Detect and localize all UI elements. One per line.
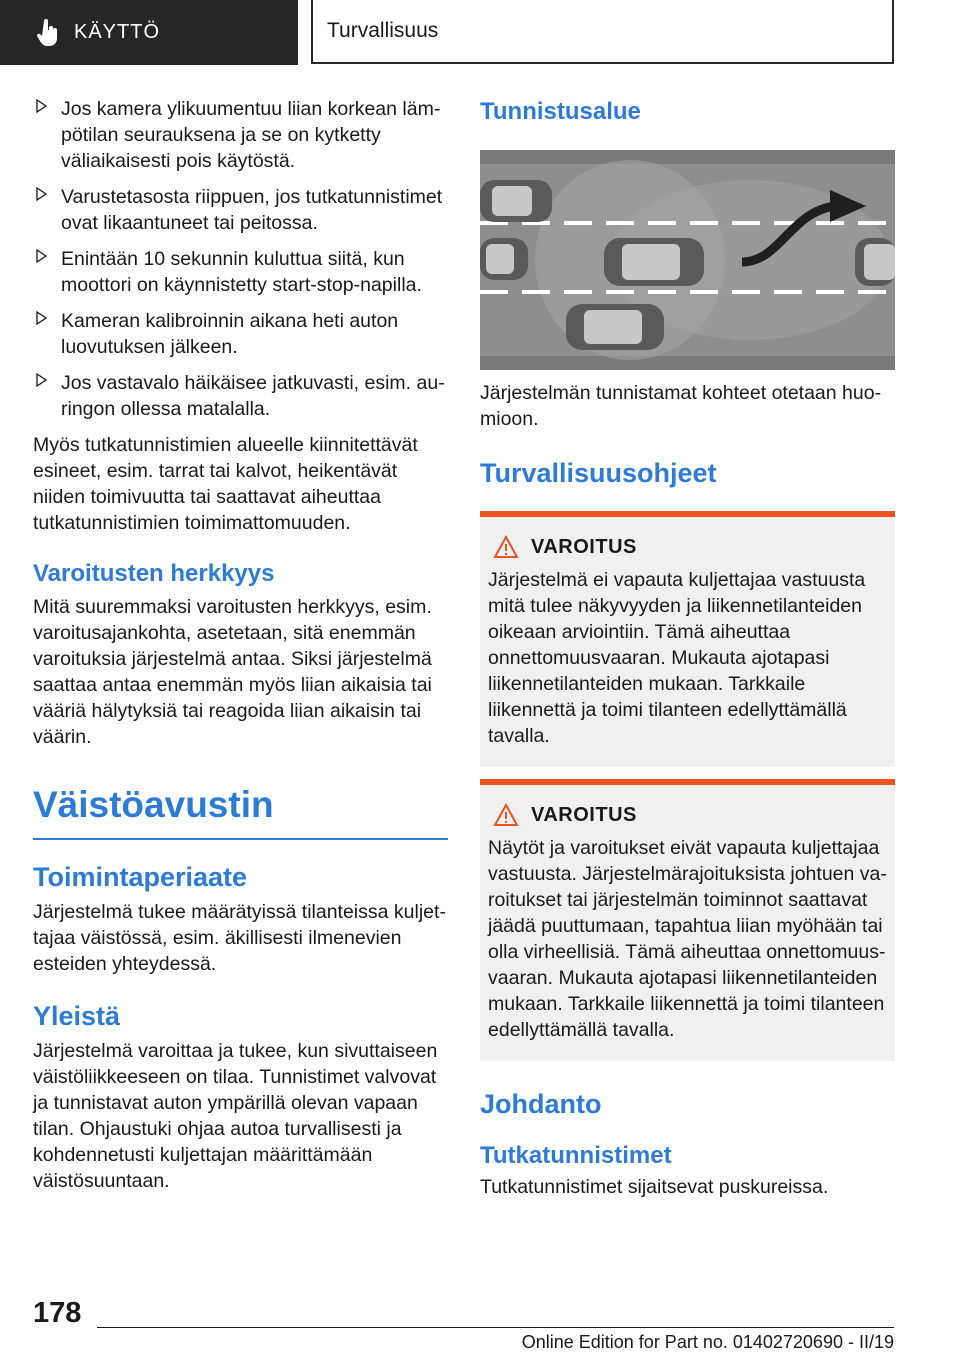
car-middle-left — [480, 238, 528, 280]
page-number: 178 — [33, 1297, 82, 1329]
heading-general: Yleistä — [33, 1001, 121, 1031]
section-tab — [0, 0, 298, 65]
chapter-title: Turvallisuus — [327, 19, 439, 42]
left-column — [33, 96, 448, 1194]
triangle-bullet-icon — [36, 373, 47, 387]
triangle-bullet-icon — [36, 99, 47, 113]
heading-radar: Tutkatunnistimet — [480, 1142, 672, 1169]
footer-rule — [97, 1327, 894, 1328]
heading-intro: Johdanto — [480, 1089, 602, 1119]
list-item: Kameran kalibroinnin aikana heti auton luovutuksen jälkeen. — [33, 308, 448, 360]
car-right — [855, 238, 895, 286]
car-bottom — [566, 304, 664, 350]
hand-pointer-icon — [36, 19, 60, 47]
warning-box — [480, 779, 895, 1061]
heading-rule — [33, 838, 448, 840]
warning-box — [480, 511, 895, 767]
section-label: KÄYTTÖ — [74, 21, 161, 43]
heading-main: Väistöavustin — [33, 784, 274, 825]
triangle-bullet-icon — [36, 249, 47, 263]
list-item: Varustetasosta riippuen, jos tutkatunnistimet ovat likaantuneet tai peitossa. — [33, 184, 448, 236]
chapter-title-box — [311, 0, 894, 64]
right-column — [480, 98, 895, 1200]
general-paragraph: Järjestelmä varoittaa ja tukee, kun sivuttaiseen väistöliikkeeseen on tilaa. Tunnistimet valvovat ja tunnistavat auton ympärillä olevan vapaan tilan. Ohjaustuki ohjaa autoa turvallisesti ja kohdennetusti kuljettajan määrittämään väistösuuntaan. — [33, 1040, 438, 1192]
warning-title: VAROITUS — [531, 535, 637, 558]
list-item: Enintään 10 sekunnin kuluttua siitä, kun moottori on käynnistetty start-stop-napilla. — [33, 246, 448, 298]
radar-paragraph: Myös tutkatunnistimien alueelle kiinnitettävät esineet, esim. tarrat tai kalvot, heikentävät niiden toimivuutta tai saattavat aiheuttaa tutkatunnistimien toimimattomuuden. — [33, 434, 418, 534]
warning-text: Järjestelmä ei vapauta kuljettajaa vastuusta mitä tulee näkyvyyden ja liikennetilanteiden oikeaan arviointiin. Tämä aiheuttaa onnettomuusvaaran. Mukauta ajotapasi liikennetilanteiden mukaan. Tarkkaile liikennettä ja toimi tilanteen edellyttämällä tavalla. — [488, 569, 866, 747]
warning-triangle-icon — [493, 535, 519, 559]
warning-title: VAROITUS — [531, 803, 637, 826]
list-item: Jos kamera ylikuumentuu liian korkean lämpötilan seurauksena ja se on kytketty väliaikaisesti pois käytöstä. — [33, 96, 448, 174]
car-top-left — [480, 180, 552, 222]
radar-location-paragraph: Tutkatunnistimet sijaitsevat puskureissa. — [480, 1176, 829, 1198]
list-item: Jos vastavalo häikäisee jatkuvasti, esim. auringon ollessa matalalla. — [33, 370, 448, 422]
edition-label: Online Edition for Part no. 01402720690 - II/19 — [521, 1332, 894, 1352]
heading-principle: Toimintaperiaate — [33, 862, 248, 892]
warning-text: Näytöt ja varoitukset eivät vapauta kuljettajaa vastuusta. Järjestelmärajoituksista johtuen varoitukset tai järjestelmän toiminnot saattavat jäädä puuttumaan, tapahtua liian myöhään tai olla virheellisiä. Tämä aiheuttaa onnettomuusvaaran. Mukauta ajotapasi liikennetilanteiden mukaan. Tarkkaile liikennettä ja toimi tilanteen edellyttämällä tavalla. — [488, 837, 887, 1041]
sensitivity-paragraph: Mitä suuremmaksi varoitusten herkkyys, esim. varoitusajankohta, asetetaan, sitä enemmän varoituksia järjestelmä antaa. Siksi järjestelmä saattaa antaa enemmän myös liian aikaisia tai vääriä hälytyksiä tai reagoida liian aikaisin tai väärin. — [33, 596, 432, 748]
heading-safety: Turvallisuusohjeet — [480, 458, 717, 488]
triangle-bullet-icon — [36, 311, 47, 325]
warning-header — [488, 803, 887, 827]
triangle-bullet-icon — [36, 187, 47, 201]
warning-triangle-icon — [493, 803, 519, 827]
detection-area-illustration — [480, 150, 895, 370]
figure-caption: Järjestelmän tunnistamat kohteet otetaan huomioon. — [480, 382, 882, 430]
car-ego — [604, 238, 704, 286]
warning-header — [488, 535, 887, 559]
principle-paragraph: Järjestelmä tukee määrätyissä tilanteissa kuljettajaa väistössä, esim. äkillisesti ilmenevien esteiden yhteydessä. — [33, 901, 446, 975]
heading-detection: Tunnistusalue — [480, 98, 641, 125]
heading-sensitivity: Varoitusten herkkyys — [33, 560, 275, 587]
condition-list — [33, 96, 448, 422]
